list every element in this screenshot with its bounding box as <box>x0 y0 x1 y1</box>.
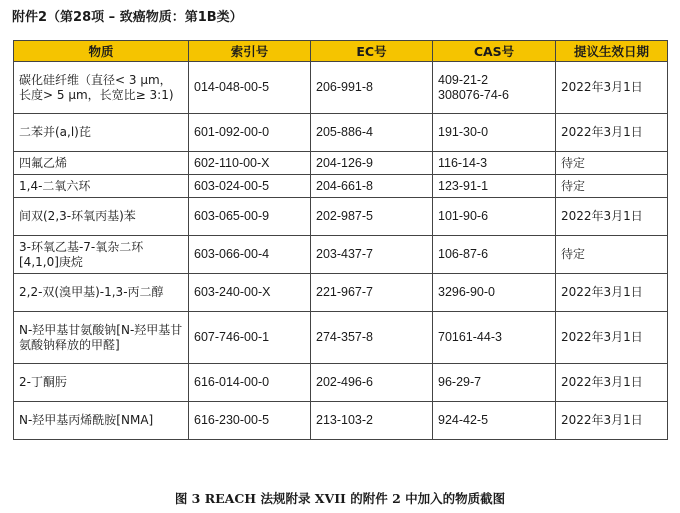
figure-caption: 图 3 REACH 法规附录 XVII 的附件 2 中加入的物质截图 <box>174 491 506 506</box>
cas-number: 191-30-0 <box>438 125 489 139</box>
index-no-cell: 602-110-00-X <box>189 152 311 175</box>
effective-date-cell: 2022年3月1日 <box>556 198 668 236</box>
annex-heading: 附件2（第28项 – 致癌物质：第1B类） <box>12 10 243 25</box>
effective-date-cell: 2022年3月1日 <box>556 62 668 114</box>
ec-no-cell: 203-437-7 <box>311 236 433 274</box>
index-no-cell: 603-240-00-X <box>189 274 311 312</box>
substance-name-cell: 2,2-双(溴甲基)-1,3-丙二醇 <box>14 274 189 312</box>
ec-no-cell: 221-967-7 <box>311 274 433 312</box>
table-row <box>14 198 668 236</box>
substance-table <box>13 40 668 440</box>
cas-no-cell <box>433 364 556 402</box>
effective-date-cell: 2022年3月1日 <box>556 274 668 312</box>
index-no-cell: 603-065-00-9 <box>189 198 311 236</box>
cas-no-cell <box>433 152 556 175</box>
ec-no-cell: 204-661-8 <box>311 175 433 198</box>
index-no-cell: 014-048-00-5 <box>189 62 311 114</box>
cas-no-cell <box>433 312 556 364</box>
substance-name-cell: 二苯并(a,l)芘 <box>14 114 189 152</box>
cas-number: 924-42-5 <box>438 413 489 427</box>
effective-date-cell: 2022年3月1日 <box>556 364 668 402</box>
effective-date-cell: 2022年3月1日 <box>556 312 668 364</box>
substance-name-cell: N-羟甲基丙烯酰胺[NMA] <box>14 402 189 440</box>
substance-name-cell: 间双(2,3-环氧丙基)苯 <box>14 198 189 236</box>
table-row <box>14 402 668 440</box>
cas-number: 123-91-1 <box>438 178 489 193</box>
cas-no-cell <box>433 236 556 274</box>
table-row <box>14 236 668 274</box>
table-row <box>14 175 668 198</box>
ec-no-cell: 204-126-9 <box>311 152 433 175</box>
substance-name-cell: 3-环氧乙基-7-氧杂二环[4,1,0]庚烷 <box>14 236 189 274</box>
table-row <box>14 62 668 114</box>
cas-no-cell <box>433 274 556 312</box>
index-no-cell: 601-092-00-0 <box>189 114 311 152</box>
ec-no-cell: 205-886-4 <box>311 114 433 152</box>
ec-no-cell: 202-987-5 <box>311 198 433 236</box>
cas-number: 3296-90-0 <box>438 285 495 299</box>
substance-name-cell: 2-丁酮肟 <box>14 364 189 402</box>
index-no-cell: 607-746-00-1 <box>189 312 311 364</box>
column-header-index-no: 索引号 <box>189 41 311 62</box>
column-header-substance: 物质 <box>14 41 189 62</box>
substance-name-cell: 碳化硅纤维（直径< 3 μm，长度> 5 μm，长宽比≥ 3:1) <box>14 62 189 114</box>
cas-number: 106-87-6 <box>438 247 489 261</box>
index-no-cell: 603-066-00-4 <box>189 236 311 274</box>
cas-number: 101-90-6 <box>438 209 489 223</box>
index-no-cell: 616-014-00-0 <box>189 364 311 402</box>
column-header-ec-no: EC号 <box>311 41 433 62</box>
ec-no-cell: 206-991-8 <box>311 62 433 114</box>
table-header-row <box>14 41 668 62</box>
cas-no-cell <box>433 175 556 198</box>
column-header-effective-date: 提议生效日期 <box>556 41 668 62</box>
cas-no-cell <box>433 62 556 114</box>
cas-number: 116-14-3 <box>438 155 488 170</box>
table-row <box>14 114 668 152</box>
cas-no-cell <box>433 402 556 440</box>
effective-date-cell: 待定 <box>556 152 668 175</box>
cas-number: 308076-74-6 <box>438 87 509 102</box>
table-row <box>14 312 668 364</box>
cas-number: 70161-44-3 <box>438 330 502 344</box>
effective-date-cell: 2022年3月1日 <box>556 114 668 152</box>
table-row <box>14 364 668 402</box>
cas-no-cell <box>433 198 556 236</box>
effective-date-cell: 2022年3月1日 <box>556 402 668 440</box>
substance-name-cell: 1,4-二氧六环 <box>14 175 189 198</box>
ec-no-cell: 202-496-6 <box>311 364 433 402</box>
cas-number: 409-21-2 <box>438 72 489 87</box>
effective-date-cell: 待定 <box>556 175 668 198</box>
effective-date-cell: 待定 <box>556 236 668 274</box>
ec-no-cell: 274-357-8 <box>311 312 433 364</box>
substance-name-cell: 四氟乙烯 <box>14 152 189 175</box>
cas-no-cell <box>433 114 556 152</box>
column-header-cas-no: CAS号 <box>433 41 556 62</box>
index-no-cell: 616-230-00-5 <box>189 402 311 440</box>
table-row <box>14 274 668 312</box>
ec-no-cell: 213-103-2 <box>311 402 433 440</box>
substance-name-cell: N-羟甲基甘氨酸钠[N-羟甲基甘氨酸钠释放的甲醛] <box>14 312 189 364</box>
index-no-cell: 603-024-00-5 <box>189 175 311 198</box>
table-row <box>14 152 668 175</box>
cas-number: 96-29-7 <box>438 375 482 389</box>
